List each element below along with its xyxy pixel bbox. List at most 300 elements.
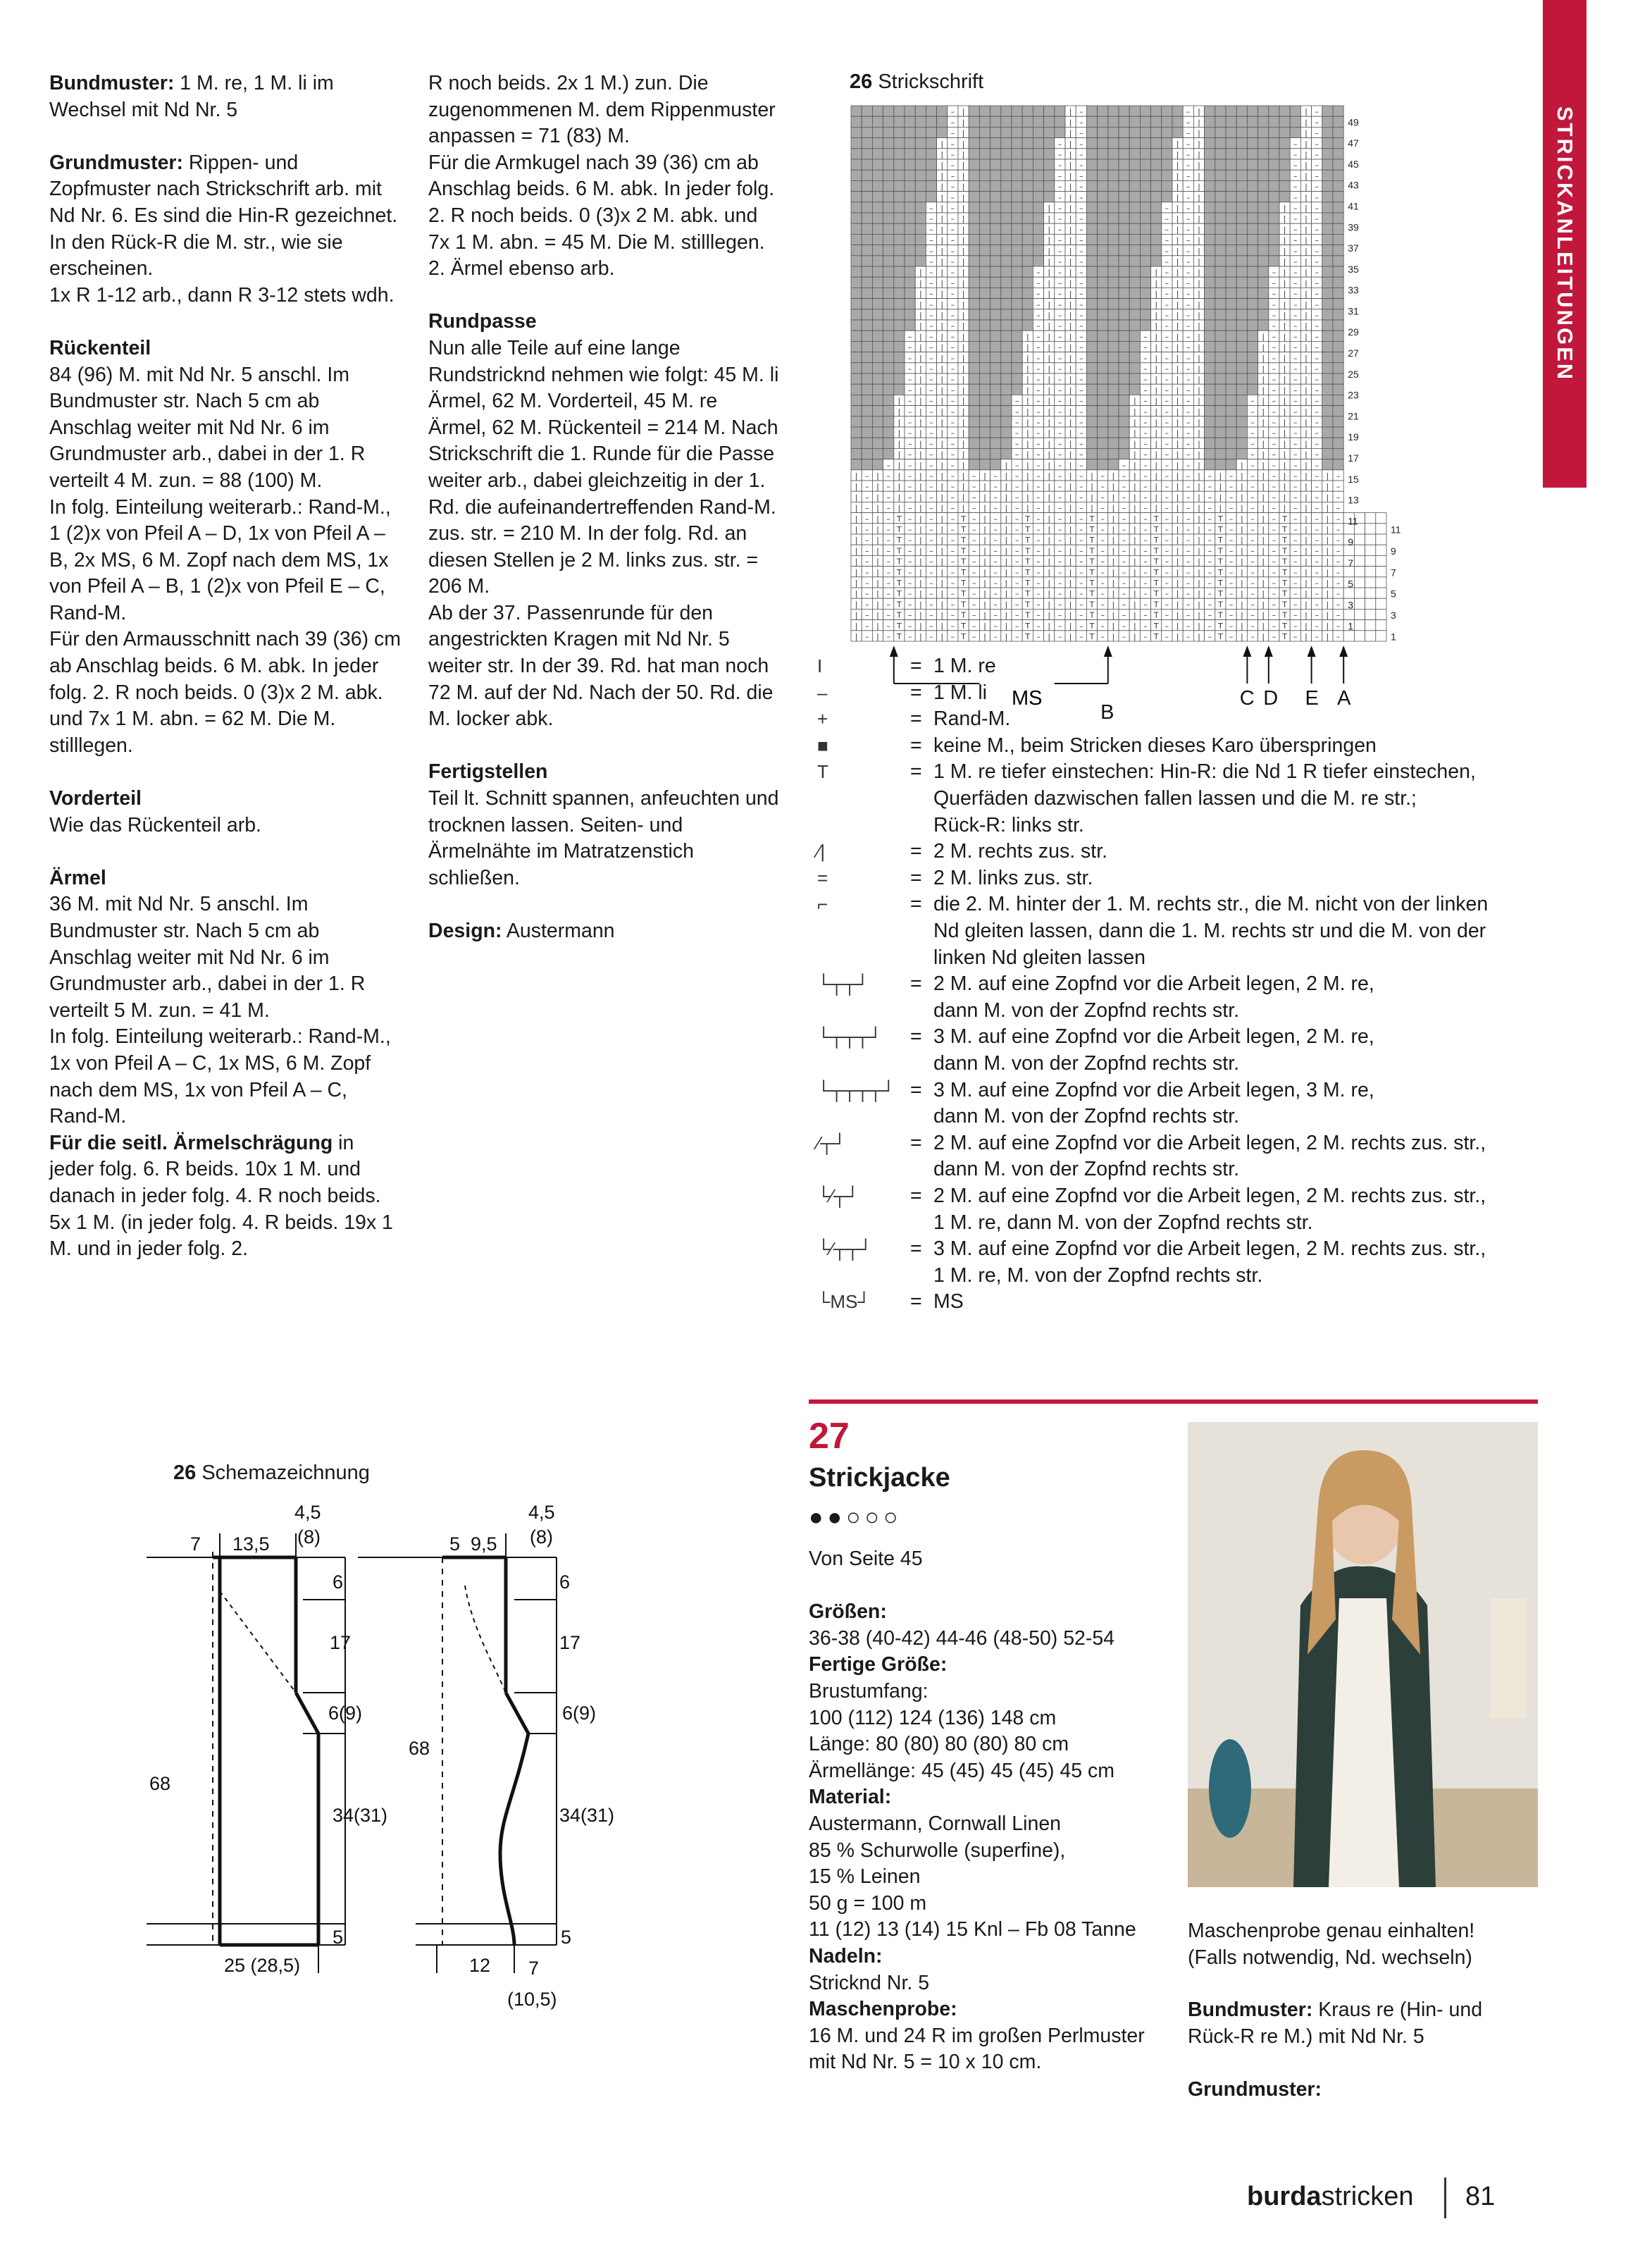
chart-cell — [1151, 149, 1162, 159]
chart-cell — [894, 127, 905, 137]
chart-cell — [1258, 149, 1269, 159]
pattern-number: 27 — [809, 1416, 850, 1457]
chart-cell — [1333, 448, 1343, 459]
chart-stitch: | — [1176, 353, 1179, 363]
chart-cell — [1098, 245, 1108, 256]
chart-stitch: – — [1293, 621, 1298, 631]
chart-stitch: – — [950, 621, 955, 631]
chart-stitch: | — [1283, 268, 1286, 278]
chart-cell — [969, 213, 979, 223]
chart-stitch: | — [1026, 460, 1029, 470]
fertig-line: Brustumfang: — [809, 1679, 929, 1703]
chart-stitch: – — [1272, 610, 1277, 620]
chart-stitch: | — [1240, 514, 1243, 524]
chart-cell — [1119, 170, 1129, 180]
chart-stitch: – — [1079, 514, 1083, 524]
chart-cell — [905, 127, 915, 137]
chart-stitch: | — [919, 299, 922, 309]
chart-cell — [1215, 234, 1226, 245]
chart-cell — [872, 320, 883, 330]
chart-stitch: T — [1025, 524, 1031, 534]
chart-cell — [1205, 202, 1215, 213]
chart-stitch: | — [1198, 149, 1200, 159]
chart-stitch: – — [1229, 621, 1234, 631]
chart-stitch: | — [1069, 621, 1072, 631]
chart-cell — [851, 192, 862, 202]
chart-cell — [1333, 245, 1343, 256]
chart-stitch: – — [907, 631, 912, 641]
chart-cell — [1022, 116, 1033, 127]
chart-cell — [1247, 106, 1257, 116]
chart-stitch: | — [1048, 450, 1051, 459]
chart-cell — [1205, 299, 1215, 309]
chart-stitch: – — [1079, 396, 1083, 406]
chart-stitch: – — [950, 299, 955, 309]
chart-row-number: 7 — [1391, 567, 1396, 579]
chart-stitch: – — [1272, 631, 1277, 641]
chart-stitch: | — [1176, 246, 1179, 256]
chart-stitch: – — [1057, 235, 1062, 245]
chart-cell — [894, 256, 905, 266]
chart-stitch: | — [919, 417, 922, 427]
chart-stitch: | — [1305, 557, 1308, 567]
chart-cell — [1022, 192, 1033, 202]
chart-cell — [1376, 588, 1386, 598]
chart-cell — [1151, 159, 1162, 170]
chart-stitch: – — [1057, 203, 1062, 213]
chart-stitch: – — [907, 503, 912, 513]
chart-stitch: | — [1176, 299, 1179, 309]
chart-stitch: – — [950, 278, 955, 288]
chart-cell — [1290, 127, 1300, 137]
chart-cell — [872, 213, 883, 223]
chart-cell — [1269, 213, 1279, 223]
chart-stitch: | — [1283, 353, 1286, 363]
chart-stitch: – — [1315, 631, 1319, 641]
chart-cell — [1226, 266, 1236, 277]
chart-cell — [969, 416, 979, 427]
chart-stitch: | — [1198, 407, 1200, 416]
chart-stitch: – — [1272, 385, 1277, 395]
chart-cell — [1247, 363, 1257, 373]
chart-stitch: – — [1165, 342, 1169, 352]
chart-stitch: – — [1165, 557, 1169, 567]
chart-stitch: T — [1282, 567, 1287, 577]
chart-stitch: | — [1069, 567, 1072, 577]
chart-stitch: | — [1176, 546, 1179, 556]
chart-cell — [1119, 416, 1129, 427]
chart-cell — [1033, 202, 1043, 213]
chart-stitch: | — [919, 385, 922, 395]
chart-stitch: | — [1198, 524, 1200, 534]
chart-stitch: – — [907, 546, 912, 556]
chart-stitch: – — [950, 524, 955, 534]
chart-stitch: – — [929, 460, 933, 470]
chart-stitch: – — [1315, 536, 1319, 545]
chart-stitch: – — [1186, 321, 1191, 331]
chart-stitch: – — [1057, 139, 1062, 149]
chart-cell — [1258, 320, 1269, 330]
chart-cell — [1119, 116, 1129, 127]
chart-cell — [851, 234, 862, 245]
chart-stitch: – — [950, 353, 955, 363]
chart-row-number: 19 — [1348, 431, 1359, 443]
chart-cell — [1322, 138, 1333, 149]
chart-cell — [1086, 288, 1097, 298]
legend-text: 1 M. re tiefer einstechen: Hin-R: die Nd 1 R tiefer einstechen, Querfäden dazwischen fallen lassen und die M. re str.; Rück-R: links str. — [933, 760, 1476, 836]
chart-cell — [1098, 395, 1108, 405]
chart-cell — [1322, 384, 1333, 395]
chart-cell — [1119, 320, 1129, 330]
chart-cell — [1247, 213, 1257, 223]
chart-stitch: | — [1112, 536, 1115, 545]
chart-cell — [1151, 245, 1162, 256]
chart-cell — [1001, 448, 1012, 459]
chart-stitch: – — [1100, 600, 1105, 610]
chart-stitch: | — [1069, 514, 1072, 524]
chart-stitch: T — [961, 536, 966, 545]
chart-cell — [905, 159, 915, 170]
chart-stitch: – — [1293, 203, 1298, 213]
legend-symbol: └┬┬┘ — [817, 973, 869, 995]
chart-stitch: | — [983, 631, 986, 641]
legend-text: MS — [933, 1290, 964, 1314]
chart-stitch: | — [1305, 450, 1308, 459]
chart-stitch: | — [1155, 493, 1158, 502]
chart-stitch: | — [919, 600, 922, 610]
chart-stitch: | — [1326, 600, 1329, 610]
chart-stitch: T — [1089, 546, 1095, 556]
chart-stitch: – — [1272, 450, 1277, 459]
chart-stitch: – — [1293, 439, 1298, 449]
chart-cell — [1140, 180, 1150, 191]
chart-stitch: – — [1079, 546, 1083, 556]
chart-stitch: | — [1176, 514, 1179, 524]
chart-cell — [915, 234, 926, 245]
chart-stitch: | — [1305, 118, 1308, 128]
chart-cell — [990, 363, 1001, 373]
chart-stitch: | — [855, 610, 858, 620]
chart-cell — [872, 277, 883, 288]
chart-cell — [1236, 320, 1247, 330]
chart-stitch: – — [1143, 503, 1148, 513]
chart-cell — [1333, 127, 1343, 137]
chart-stitch: | — [1005, 610, 1008, 620]
chart-stitch: – — [1336, 524, 1341, 534]
chart-cell — [1001, 363, 1012, 373]
chart-stitch: | — [1048, 631, 1051, 641]
chart-stitch: – — [1057, 364, 1062, 373]
chart-cell — [915, 116, 926, 127]
chart-stitch: – — [1036, 439, 1041, 449]
chart-cell — [1098, 406, 1108, 416]
chart-cell — [851, 448, 862, 459]
chart-cell — [1322, 363, 1333, 373]
chart-cell — [1236, 438, 1247, 448]
chart-stitch: | — [1133, 407, 1136, 416]
chart-stitch: | — [919, 610, 922, 620]
chart-stitch: – — [1336, 600, 1341, 610]
chart-cell — [851, 395, 862, 405]
chart-stitch: T — [897, 567, 902, 577]
chart-stitch: | — [919, 321, 922, 331]
chart-stitch: – — [1315, 321, 1319, 331]
chart-cell — [1140, 266, 1150, 277]
chart-stitch: – — [865, 514, 869, 524]
chart-stitch: T — [1153, 578, 1159, 588]
chart-stitch: – — [929, 557, 933, 567]
photo-caption: Maschenprobe genau einhalten! (Falls notwendig, Nd. wechseln) — [1188, 1920, 1475, 1969]
chart-stitch: – — [1272, 546, 1277, 556]
chart-stitch: – — [865, 589, 869, 599]
chart-cell — [1001, 438, 1012, 448]
chart-stitch: – — [1036, 278, 1041, 288]
chart-stitch: – — [865, 471, 869, 481]
chart-cell — [1333, 341, 1343, 352]
chart-stitch: | — [940, 600, 944, 610]
chart-row-number: 9 — [1391, 545, 1396, 557]
chart-cell — [1033, 223, 1043, 234]
chart-cell — [969, 459, 979, 470]
chart-cell — [894, 341, 905, 352]
chart-stitch: | — [1326, 610, 1329, 620]
rueckenteil-heading: Rückenteil — [49, 336, 151, 359]
chart-stitch: – — [1186, 139, 1191, 149]
chart-cell — [1098, 373, 1108, 384]
chart-cell — [851, 416, 862, 427]
chart-cell — [1205, 180, 1215, 191]
chart-row-number: 9 — [1348, 536, 1353, 548]
chart-cell — [1108, 330, 1119, 341]
chart-cell — [1215, 180, 1226, 191]
chart-stitch: – — [1057, 621, 1062, 631]
chart-cell — [1322, 288, 1333, 298]
chart-cell — [862, 459, 872, 470]
chart-stitch: | — [1048, 289, 1051, 299]
chart-stitch: – — [1079, 610, 1083, 620]
chart-cell — [979, 266, 990, 277]
chart-cell — [1322, 266, 1333, 277]
chart-cell — [872, 245, 883, 256]
chart-cell — [1098, 256, 1108, 266]
chart-cell — [979, 180, 990, 191]
chart-cell — [872, 288, 883, 298]
chart-stitch: | — [1262, 417, 1265, 427]
chart-cell — [1226, 330, 1236, 341]
chart-cell — [1098, 149, 1108, 159]
chart-cell — [883, 213, 894, 223]
chart-stitch: – — [1293, 364, 1298, 373]
chart-stitch: | — [1305, 482, 1308, 492]
chart-stitch: | — [1283, 310, 1286, 320]
chart-stitch: | — [1326, 524, 1329, 534]
chart-stitch: – — [907, 385, 912, 395]
chart-stitch: | — [962, 439, 965, 449]
chart-stitch: – — [1014, 589, 1019, 599]
chart-stitch: | — [1240, 503, 1243, 513]
chart-stitch: | — [1326, 514, 1329, 524]
chart-cell — [1012, 149, 1022, 159]
chart-cell — [979, 138, 990, 149]
chart-cell — [1226, 320, 1236, 330]
chart-cell — [862, 373, 872, 384]
chart-stitch: – — [1293, 299, 1298, 309]
chart-cell — [915, 213, 926, 223]
chart-cell — [979, 159, 990, 170]
chart-cell — [1108, 373, 1119, 384]
chart-stitch: | — [1133, 514, 1136, 524]
chart-stitch: | — [1262, 450, 1265, 459]
chart-cell — [1012, 299, 1022, 309]
chart-cell — [990, 438, 1001, 448]
chart-cell — [1226, 288, 1236, 298]
chart-cell — [1322, 341, 1333, 352]
chart-cell — [1108, 438, 1119, 448]
chart-stitch: T — [897, 578, 902, 588]
chart-stitch: – — [929, 332, 933, 342]
chart-cell — [1322, 330, 1333, 341]
chart-stitch: | — [1176, 203, 1179, 213]
chart-stitch: | — [940, 450, 944, 459]
chart-cell — [1205, 127, 1215, 137]
chart-cell — [1108, 138, 1119, 149]
chart-stitch: | — [876, 631, 879, 641]
chart-stitch: | — [1026, 417, 1029, 427]
chart-stitch: – — [907, 342, 912, 352]
chart-cell — [894, 288, 905, 298]
chart-cell — [1119, 299, 1129, 309]
chart-stitch: – — [1143, 546, 1148, 556]
chart-stitch: – — [865, 557, 869, 567]
chart-cell — [1258, 309, 1269, 320]
chart-stitch: | — [1069, 460, 1072, 470]
chart-cell — [1343, 609, 1354, 619]
chart-cell — [990, 116, 1001, 127]
chart-stitch: – — [1143, 621, 1148, 631]
chart-cell — [1322, 277, 1333, 288]
chart-cell — [1129, 330, 1140, 341]
chart-cell — [1098, 223, 1108, 234]
chart-cell — [969, 277, 979, 288]
chart-stitch: – — [993, 621, 998, 631]
chart-cell — [1001, 223, 1012, 234]
chart-stitch: – — [1100, 621, 1105, 631]
chart-cell — [915, 256, 926, 266]
chart-stitch: – — [1315, 589, 1319, 599]
chart-stitch: – — [1057, 161, 1062, 171]
chart-row-number: 33 — [1348, 284, 1359, 296]
chart-stitch: – — [1272, 589, 1277, 599]
chart-stitch: – — [972, 493, 976, 502]
chart-stitch: | — [1240, 493, 1243, 502]
chart-row-number: 5 — [1391, 588, 1396, 600]
chart-stitch: | — [919, 439, 922, 449]
chart-cell — [1365, 545, 1376, 555]
chart-stitch: – — [1165, 428, 1169, 438]
chart-stitch: | — [1305, 439, 1308, 449]
chart-stitch: | — [940, 353, 944, 363]
chart-stitch: – — [1165, 567, 1169, 577]
chart-stitch: – — [1336, 536, 1341, 545]
chart-stitch: – — [1165, 225, 1169, 235]
chart-stitch: | — [1283, 460, 1286, 470]
chart-stitch: – — [1165, 471, 1169, 481]
chart-stitch: T — [1153, 514, 1159, 524]
chart-stitch: | — [1198, 600, 1200, 610]
chart-stitch: – — [886, 536, 890, 545]
chart-cell — [1098, 352, 1108, 363]
chart-stitch: | — [1069, 631, 1072, 641]
chart-cell — [926, 116, 936, 127]
chart-stitch: – — [1036, 268, 1041, 278]
chart-stitch: | — [1069, 235, 1072, 245]
chart-stitch: – — [1207, 493, 1212, 502]
chart-cell — [979, 448, 990, 459]
chart-cell — [1108, 170, 1119, 180]
chart-stitch: | — [1176, 536, 1179, 545]
chart-cell — [1033, 106, 1043, 116]
chart-stitch: | — [1240, 631, 1243, 641]
chart-stitch: – — [886, 546, 890, 556]
chart-stitch: T — [897, 536, 902, 545]
chart-cell — [1012, 320, 1022, 330]
chart-cell — [862, 277, 872, 288]
chart-cell — [1205, 192, 1215, 202]
chart-stitch: – — [929, 385, 933, 395]
chart-cell — [1226, 116, 1236, 127]
schema-left-r1: 6 — [333, 1571, 344, 1593]
chart-stitch: | — [1283, 385, 1286, 395]
chart-stitch: | — [1283, 289, 1286, 299]
chart-stitch: – — [1036, 364, 1041, 373]
chart-stitch: – — [1250, 460, 1255, 470]
fertigstellen-section: Fertigstellen Teil lt. Schnitt spannen, anfeuchten und trocknen lassen. Seiten- und Ärmelnähte im Matratzenstich schließen. — [428, 759, 781, 891]
chart-stitch: – — [1014, 567, 1019, 577]
chart-stitch: – — [1143, 417, 1148, 427]
chart-cell — [1205, 256, 1215, 266]
chart-cell — [872, 438, 883, 448]
chart-cell — [1119, 384, 1129, 395]
pattern-title: Strickjacke — [809, 1463, 950, 1493]
chart-stitch: – — [1057, 471, 1062, 481]
chart-stitch: – — [1014, 417, 1019, 427]
chart-stitch: | — [1305, 149, 1308, 159]
chart-cell — [915, 202, 926, 213]
chart-cell — [1086, 223, 1097, 234]
chart-stitch: – — [1079, 471, 1083, 481]
chart-stitch: – — [993, 536, 998, 545]
chart-stitch: | — [919, 546, 922, 556]
chart-stitch: – — [1207, 524, 1212, 534]
chart-stitch: | — [1198, 257, 1200, 266]
chart-stitch: – — [1315, 278, 1319, 288]
chart-stitch: – — [1272, 578, 1277, 588]
chart-cell — [883, 395, 894, 405]
chart-stitch: – — [1272, 268, 1277, 278]
chart-stitch: – — [972, 610, 976, 620]
chart-stitch: | — [962, 460, 965, 470]
chart-stitch: – — [1165, 578, 1169, 588]
chart-stitch: | — [855, 503, 858, 513]
chart-cell — [883, 341, 894, 352]
chart-cell — [1333, 363, 1343, 373]
chart-cell — [1269, 127, 1279, 137]
chart-stitch: T — [961, 514, 966, 524]
chart-stitch: – — [1165, 493, 1169, 502]
chart-cell — [1354, 545, 1365, 555]
chart-stitch: T — [961, 589, 966, 599]
chart-cell — [990, 245, 1001, 256]
